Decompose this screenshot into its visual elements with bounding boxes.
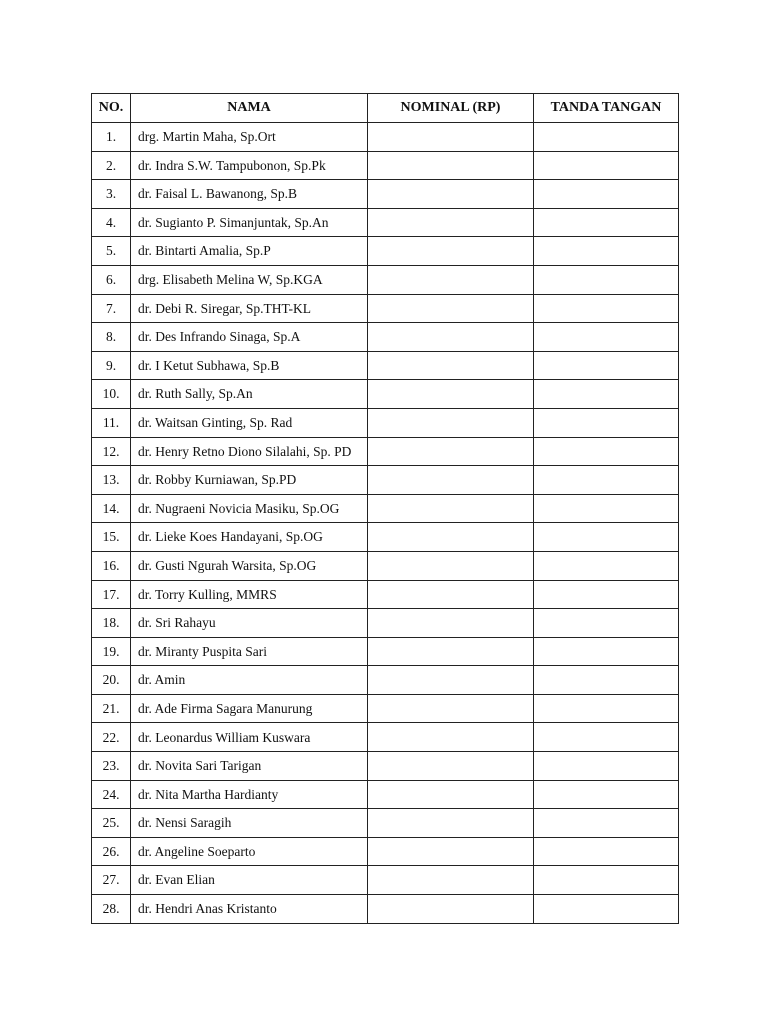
- row-signature-cell: [534, 265, 679, 294]
- row-nominal-cell: [368, 437, 534, 466]
- row-signature-cell: [534, 694, 679, 723]
- row-number: 25.: [92, 809, 131, 838]
- row-number: 23.: [92, 752, 131, 781]
- table-row: [92, 580, 679, 609]
- row-number: 28.: [92, 895, 131, 924]
- row-nama: dr. Des Infrando Sinaga, Sp.A: [131, 323, 368, 352]
- row-number: 10.: [92, 380, 131, 409]
- row-nama: dr. Debi R. Siregar, Sp.THT-KL: [131, 294, 368, 323]
- document-page: [91, 93, 679, 924]
- row-nominal-cell: [368, 551, 534, 580]
- row-signature-cell: [534, 151, 679, 180]
- row-nama: dr. Nita Martha Hardianty: [131, 780, 368, 809]
- row-nama: dr. Nugraeni Novicia Masiku, Sp.OG: [131, 494, 368, 523]
- row-nominal-cell: [368, 151, 534, 180]
- row-nama: dr. Evan Elian: [131, 866, 368, 895]
- table-row: [92, 866, 679, 895]
- row-nama: dr. Henry Retno Diono Silalahi, Sp. PD: [131, 437, 368, 466]
- row-nama: dr. Robby Kurniawan, Sp.PD: [131, 466, 368, 495]
- table-row: [92, 437, 679, 466]
- row-nominal-cell: [368, 580, 534, 609]
- table-row: [92, 408, 679, 437]
- row-nominal-cell: [368, 466, 534, 495]
- row-nominal-cell: [368, 637, 534, 666]
- table-row: [92, 752, 679, 781]
- row-signature-cell: [534, 666, 679, 695]
- row-number: 3.: [92, 180, 131, 209]
- row-number: 6.: [92, 265, 131, 294]
- table-header-row: [92, 94, 679, 123]
- table-row: [92, 265, 679, 294]
- row-nominal-cell: [368, 408, 534, 437]
- row-nama: dr. Novita Sari Tarigan: [131, 752, 368, 781]
- row-nominal-cell: [368, 523, 534, 552]
- table-row: [92, 637, 679, 666]
- row-signature-cell: [534, 437, 679, 466]
- row-nominal-cell: [368, 123, 534, 152]
- row-nama: dr. Sugianto P. Simanjuntak, Sp.An: [131, 208, 368, 237]
- row-signature-cell: [534, 895, 679, 924]
- row-signature-cell: [534, 609, 679, 638]
- attendance-table: [91, 93, 679, 924]
- row-number: 26.: [92, 837, 131, 866]
- row-signature-cell: [534, 523, 679, 552]
- row-nama: dr. Miranty Puspita Sari: [131, 637, 368, 666]
- row-signature-cell: [534, 752, 679, 781]
- row-nominal-cell: [368, 694, 534, 723]
- row-signature-cell: [534, 723, 679, 752]
- table-row: [92, 609, 679, 638]
- row-nominal-cell: [368, 323, 534, 352]
- row-nominal-cell: [368, 180, 534, 209]
- row-nominal-cell: [368, 723, 534, 752]
- row-nama: dr. Amin: [131, 666, 368, 695]
- row-nama: dr. Torry Kulling, MMRS: [131, 580, 368, 609]
- row-number: 22.: [92, 723, 131, 752]
- table-row: [92, 723, 679, 752]
- row-nama: dr. Gusti Ngurah Warsita, Sp.OG: [131, 551, 368, 580]
- row-number: 24.: [92, 780, 131, 809]
- row-signature-cell: [534, 580, 679, 609]
- row-signature-cell: [534, 837, 679, 866]
- row-nominal-cell: [368, 494, 534, 523]
- header-nominal: NOMINAL (RP): [368, 94, 534, 123]
- row-signature-cell: [534, 780, 679, 809]
- row-nominal-cell: [368, 752, 534, 781]
- row-number: 12.: [92, 437, 131, 466]
- row-nama: dr. Leonardus William Kuswara: [131, 723, 368, 752]
- row-nominal-cell: [368, 294, 534, 323]
- table-row: [92, 380, 679, 409]
- row-nama: dr. Lieke Koes Handayani, Sp.OG: [131, 523, 368, 552]
- row-nominal-cell: [368, 780, 534, 809]
- row-signature-cell: [534, 123, 679, 152]
- row-signature-cell: [534, 208, 679, 237]
- row-signature-cell: [534, 408, 679, 437]
- row-nama: dr. I Ketut Subhawa, Sp.B: [131, 351, 368, 380]
- row-nama: dr. Indra S.W. Tampubonon, Sp.Pk: [131, 151, 368, 180]
- row-number: 19.: [92, 637, 131, 666]
- row-signature-cell: [534, 351, 679, 380]
- table-row: [92, 237, 679, 266]
- row-nama: dr. Sri Rahayu: [131, 609, 368, 638]
- row-nominal-cell: [368, 837, 534, 866]
- table-body: [92, 123, 679, 924]
- row-nominal-cell: [368, 809, 534, 838]
- row-number: 1.: [92, 123, 131, 152]
- row-signature-cell: [534, 494, 679, 523]
- row-signature-cell: [534, 380, 679, 409]
- table-row: [92, 895, 679, 924]
- table-row: [92, 180, 679, 209]
- row-number: 17.: [92, 580, 131, 609]
- table-row: [92, 294, 679, 323]
- row-nama: dr. Ade Firma Sagara Manurung: [131, 694, 368, 723]
- row-number: 5.: [92, 237, 131, 266]
- table-row: [92, 523, 679, 552]
- table-row: [92, 323, 679, 352]
- row-nominal-cell: [368, 351, 534, 380]
- row-nominal-cell: [368, 666, 534, 695]
- table-row: [92, 151, 679, 180]
- row-signature-cell: [534, 551, 679, 580]
- row-number: 7.: [92, 294, 131, 323]
- table-row: [92, 666, 679, 695]
- row-number: 15.: [92, 523, 131, 552]
- row-number: 14.: [92, 494, 131, 523]
- table-row: [92, 351, 679, 380]
- row-signature-cell: [534, 637, 679, 666]
- row-nama: drg. Martin Maha, Sp.Ort: [131, 123, 368, 152]
- header-tanda-tangan: TANDA TANGAN: [534, 94, 679, 123]
- row-number: 4.: [92, 208, 131, 237]
- row-nominal-cell: [368, 895, 534, 924]
- table-row: [92, 809, 679, 838]
- row-number: 21.: [92, 694, 131, 723]
- row-number: 18.: [92, 609, 131, 638]
- row-nama: drg. Elisabeth Melina W, Sp.KGA: [131, 265, 368, 294]
- table-row: [92, 494, 679, 523]
- header-nama: NAMA: [131, 94, 368, 123]
- row-number: 8.: [92, 323, 131, 352]
- table-row: [92, 466, 679, 495]
- row-signature-cell: [534, 180, 679, 209]
- row-number: 13.: [92, 466, 131, 495]
- table-row: [92, 694, 679, 723]
- table-row: [92, 123, 679, 152]
- row-number: 16.: [92, 551, 131, 580]
- row-nominal-cell: [368, 609, 534, 638]
- row-nama: dr. Faisal L. Bawanong, Sp.B: [131, 180, 368, 209]
- row-signature-cell: [534, 323, 679, 352]
- row-signature-cell: [534, 237, 679, 266]
- row-nama: dr. Angeline Soeparto: [131, 837, 368, 866]
- row-nama: dr. Hendri Anas Kristanto: [131, 895, 368, 924]
- row-nominal-cell: [368, 208, 534, 237]
- row-signature-cell: [534, 466, 679, 495]
- row-nominal-cell: [368, 866, 534, 895]
- table-row: [92, 551, 679, 580]
- row-signature-cell: [534, 809, 679, 838]
- row-nama: dr. Nensi Saragih: [131, 809, 368, 838]
- table-row: [92, 208, 679, 237]
- row-nominal-cell: [368, 237, 534, 266]
- table-row: [92, 837, 679, 866]
- row-nominal-cell: [368, 380, 534, 409]
- row-nama: dr. Waitsan Ginting, Sp. Rad: [131, 408, 368, 437]
- row-nama: dr. Ruth Sally, Sp.An: [131, 380, 368, 409]
- row-number: 27.: [92, 866, 131, 895]
- row-number: 11.: [92, 408, 131, 437]
- row-signature-cell: [534, 866, 679, 895]
- header-no: NO.: [92, 94, 131, 123]
- row-number: 20.: [92, 666, 131, 695]
- row-signature-cell: [534, 294, 679, 323]
- table-row: [92, 780, 679, 809]
- row-number: 2.: [92, 151, 131, 180]
- row-nama: dr. Bintarti Amalia, Sp.P: [131, 237, 368, 266]
- row-number: 9.: [92, 351, 131, 380]
- row-nominal-cell: [368, 265, 534, 294]
